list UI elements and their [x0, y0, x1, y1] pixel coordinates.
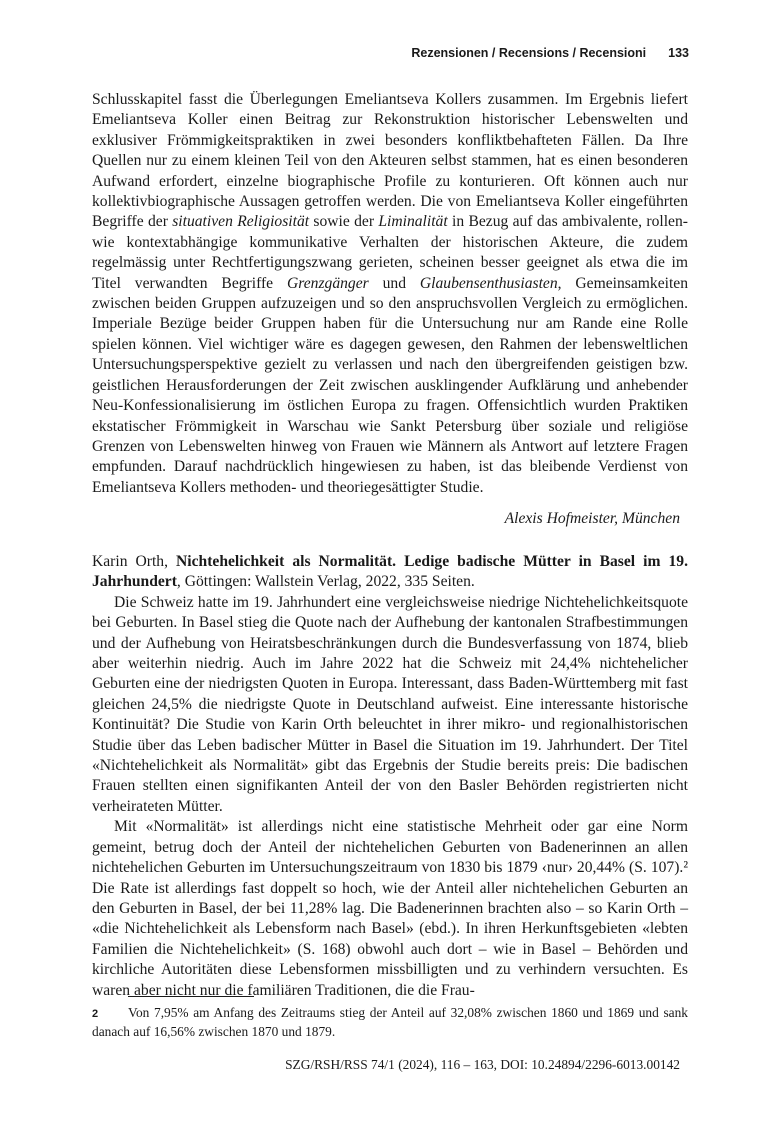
italic-term: Grenzgänger: [286, 274, 369, 292]
footnote-number: 2: [92, 1008, 99, 1020]
page-footer-citation: SZG/RSH/RSS 74/1 (2024), 116 – 163, DOI: 10.24894/2296-6013.00142: [285, 1057, 680, 1072]
review-1-paragraph: [92, 90, 688, 498]
italic-term: situativen Religiosität: [172, 213, 310, 231]
book-title: Nichtehelichkeit als Normalität. Ledige badische Mütter in Basel im 19. Jahrhundert: [92, 553, 688, 591]
review-2-paragraph-1: Die Schweiz hatte im 19. Jahrhundert eine vergleichsweise niedrige Nichtehelichkeitsquote bei Geburten. In Basel stieg die Quote nach der Aufhebung der kantonalen Strafbestimmungen und der Aufhebung von Heiratsbeschränkungen durch die Bundesverfassung von 1874, blieb aber weiterhin niedrig. Auch im Jahre 2022 hat die Schweiz mit 24,4% nichtehelicher Geburten eine der niedrigsten Quoten in Europa. Interessant, dass Baden-Württemberg mit fast gleichen 24,5% die niedrigste Quote in Deutschland aufweist. Eine interessante historische Kontinuität? Die Studie von Karin Orth beleuchtet in ihrer mikro- und regionalhistorischen Studie über das Leben badischer Mütter in Basel die Situation im 19. Jahrhundert. Der Titel «Nichtehelichkeit als Normalität» gibt das Ergebnis der Studie bereits preis: Die badischen Frauen stellten einen signifikanten Anteil der von den Basler Behörden registrierten nicht verheirateten Mütter.: [92, 593, 688, 815]
running-head: [92, 46, 689, 66]
footnote-text: Von 7,95% am Anfang des Zeitraums stieg der Anteil auf 32,08% zwischen 1860 und 1869 und sank danach auf 16,56% zwischen 1870 und 1879.: [92, 1005, 688, 1039]
running-head-section: Rezensionen / Recensions / Recensioni: [411, 46, 647, 60]
review-1-body: [92, 90, 688, 498]
italic-term: Glaubensenthusiasten: [419, 274, 558, 292]
book-citation: [92, 552, 688, 593]
footnote: [92, 1004, 688, 1041]
book-imprint: , Göttingen: Wallstein Verlag, 2022, 335 Seiten.: [176, 573, 475, 591]
text-run: Schlusskapitel fasst die Überlegungen Emeliantseva Kollers zusammen. Im Ergebnis liefert Emeliantseva Koller einen Beitrag zur Rekonstruktion historischer Lebenswelten und exklusiver Frömmigkeitspraktiken in zwei besonders konfliktbehafteten Fällen. Da Ihre Quellen nur zu einem kleinen Teil von den Akteuren selbst stammen, hat es einen besonderen Aufwand erfordert, einzelne biographische Profile zu konturieren. Oft können auch nur kollektivbiographische Aussagen getroffen werden. Die von Emeliantseva Koller eingeführten Begriffe der: [92, 91, 688, 231]
reviewer-byline: Alexis Hofmeister, München: [504, 510, 680, 527]
review-2-body: [92, 552, 688, 1001]
book-author: Karin Orth,: [92, 553, 177, 570]
text-run: und: [368, 274, 420, 292]
footnote-divider: [128, 996, 254, 997]
review-2-paragraph-2: Mit «Normalität» ist allerdings nicht eine statistische Mehrheit oder gar eine Norm gemeint, betrug doch der Anteil der nichtehelichen Geburten von Badenerinnen an allen nichtehelichen Geburten im Untersuchungszeitraum von 1830 bis 1879 ‹nur› 20,44% (S. 107).² Die Rate ist allerdings fast doppelt so hoch, wie der Anteil aller nichtehelichen Geburten an den Geburten in Basel, der bei 11,28% lag. Die Badenerinnen brachten also – so Karin Orth – «die Nichtehelichkeit als Lebensform nach Basel» (ebd.). In ihren Herkunftsgebieten «lebten Familien die Nichtehelichkeit» (S. 168) obwohl auch dort – wie in Basel – Behörden und kirchliche Autoritäten diese Lebensformen missbilligten und zu verhindern versuchten. Es waren aber nicht nur die familiären Traditionen, die die Frau-: [92, 818, 688, 999]
italic-term: Liminalität: [378, 213, 448, 231]
text-run: in Bezug auf das ambivalente, rollen- wie kontextabhängige kommunikative Verhalten der historischen Akteure, die zudem regelmässig unter Rechtfertigungszwang gerieten, scheinen besser geeignet als etwa die im Titel verwandten Begriffe: [92, 213, 688, 292]
page-number: 133: [668, 46, 689, 60]
text-run: sowie der: [309, 213, 379, 231]
text-run: , Gemeinsamkeiten zwischen beiden Gruppen aufzuzeigen und so den anspruchsvollen Vergleich zu ermöglichen. Imperiale Bezüge beider Gruppen haben für die Untersuchung nur am Rande eine Rolle spielen können. Viel wichtiger wäre es dagegen gewesen, den Rahmen der lebensweltlichen Untersuchungsperspektive gezielt zu verlassen und nach den übergreifenden geistigen bzw. geistlichen Herausforderungen der Zeit zwischen ausklingender Aufklärung und anhebender Neu-Konfessionalisierung im östlichen Europa zu fragen. Offensichtlich wurden Praktiken ekstatischer Frömmigkeit in Warschau wie Sankt Petersburg über soziale und religiöse Grenzen von Lebenswelten hinweg von Frauen wie Männern als Antwort auf letztere Fragen empfunden. Darauf nachdrücklich hingewiesen zu haben, ist das bleibende Verdienst von Emeliantseva Kollers methoden- und theoriegesättigter Studie.: [92, 274, 688, 496]
